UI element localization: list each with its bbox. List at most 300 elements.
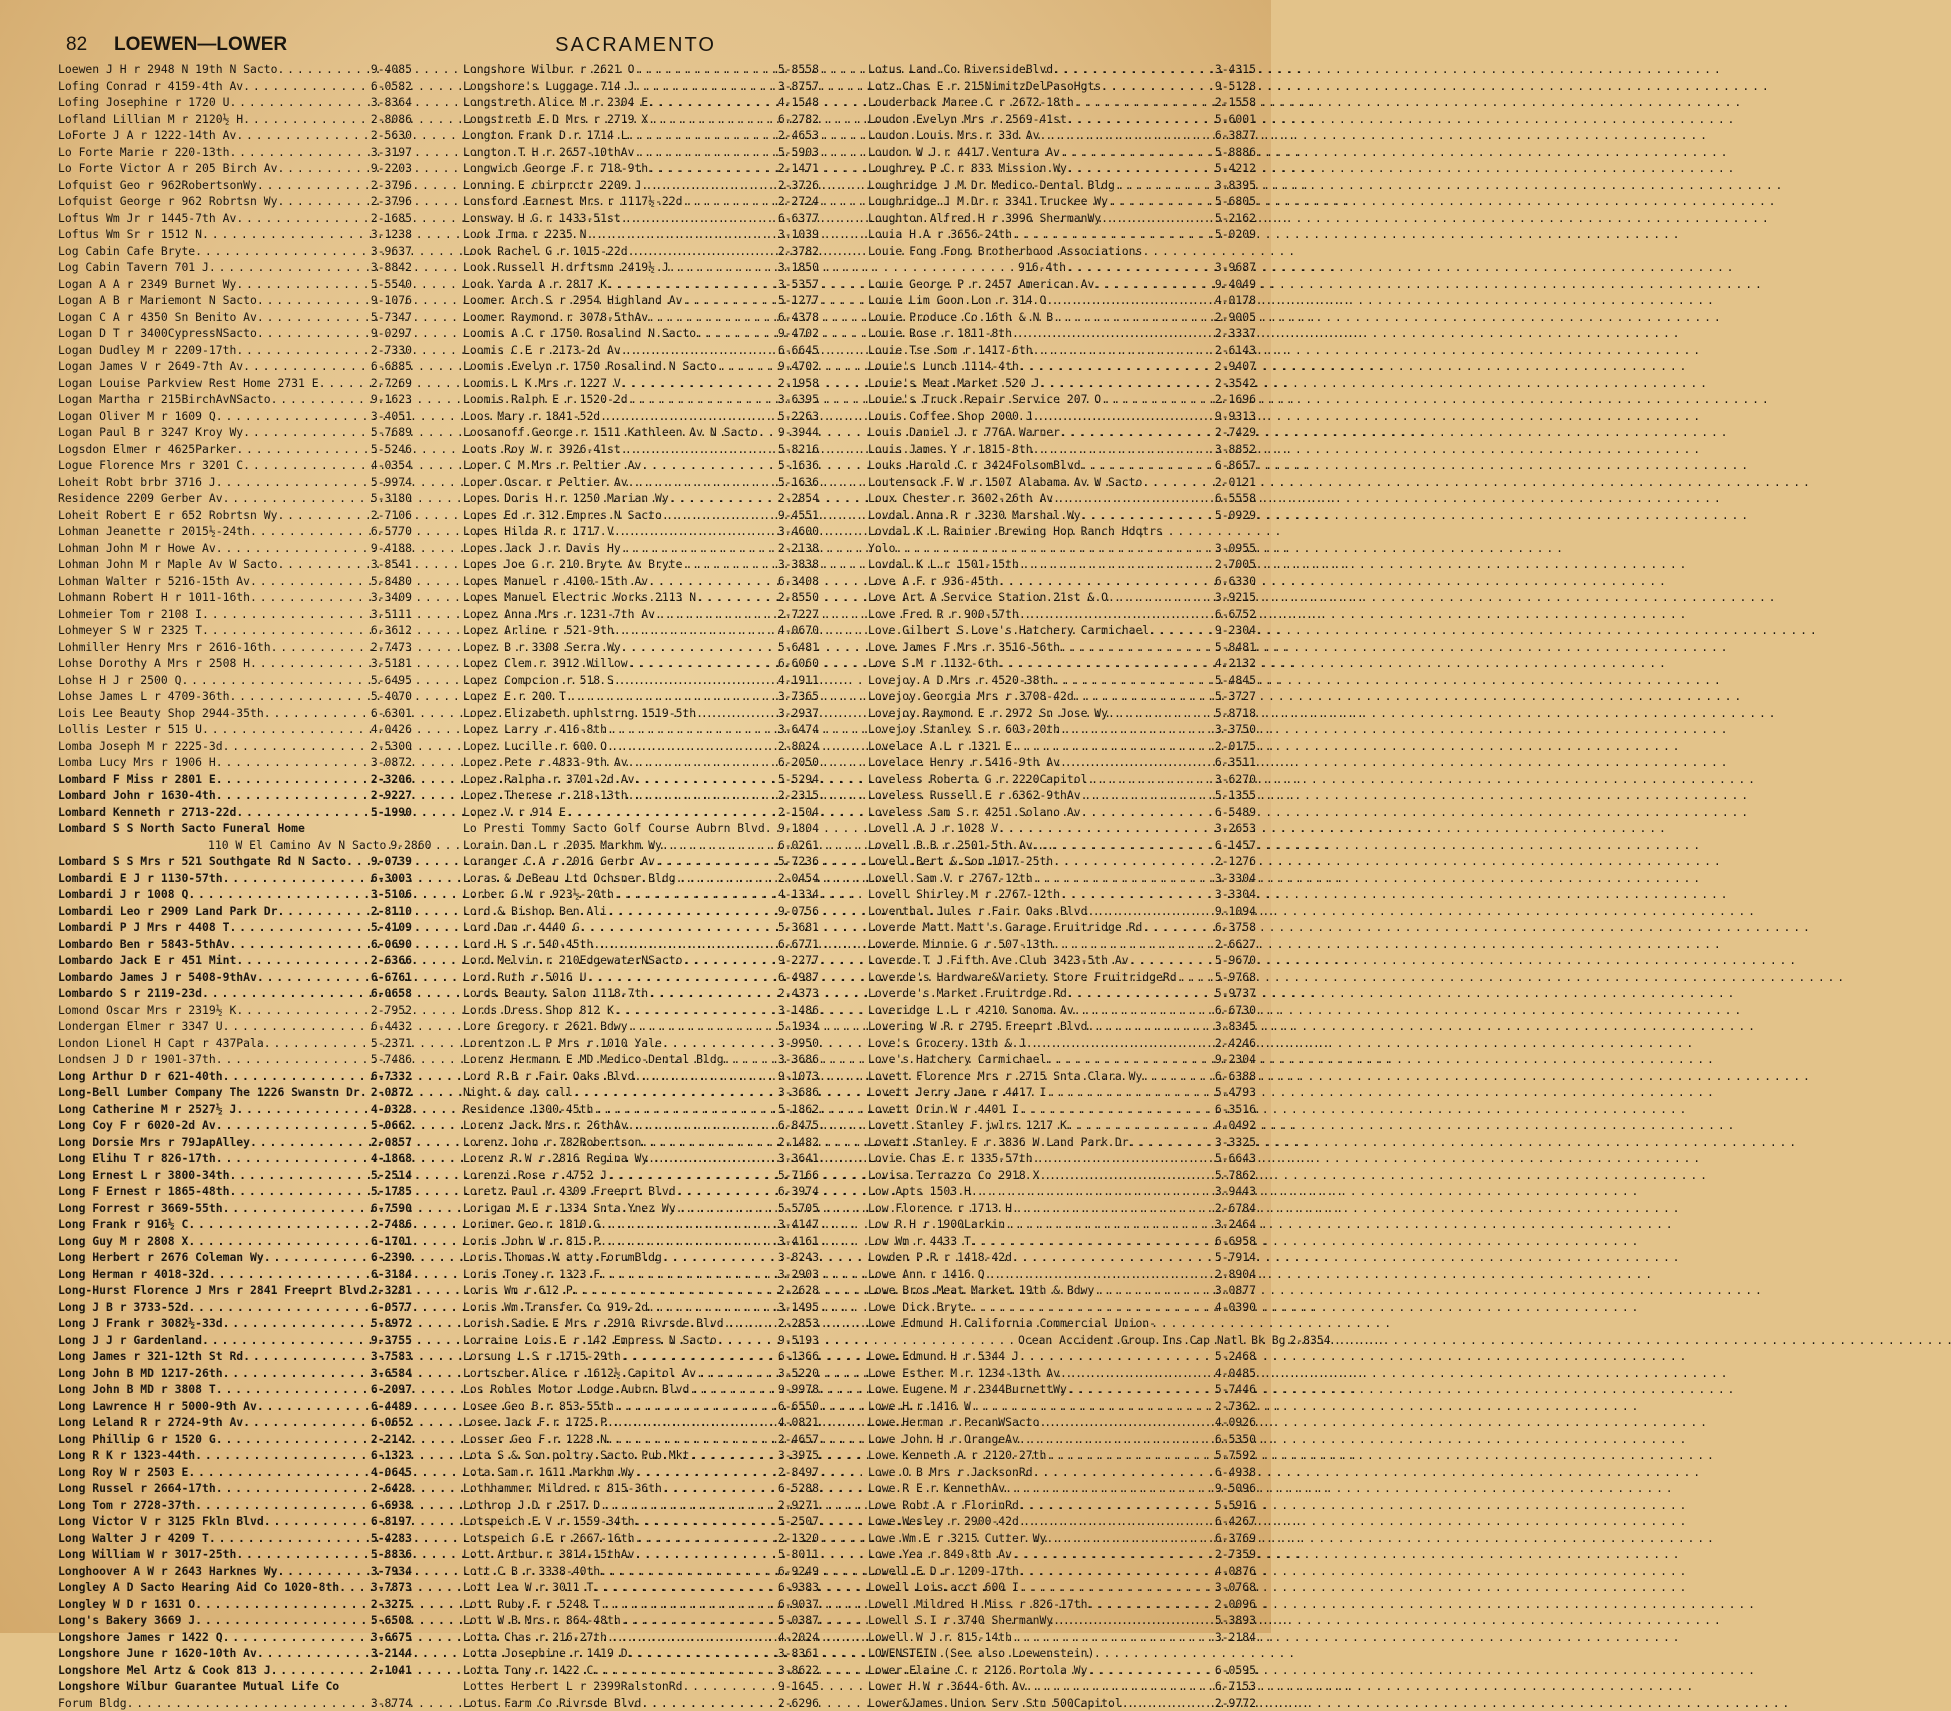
leader-dots [607, 903, 778, 920]
entry-phone: 5-1636 [778, 474, 819, 491]
entry-name: Lohse Dorothy A Mrs r 2508 H [58, 655, 250, 672]
directory-entry [58, 1266, 412, 1283]
entry-name: Lorigan M E r 1334 Snta Ynez Wy [463, 1200, 676, 1217]
entry-phone: 9-2203 [371, 160, 412, 177]
leader-dots [607, 1629, 778, 1646]
entry-name: Lowden P R r 1418-42d [868, 1249, 1012, 1266]
entry-name: Lowe Edmund H r 5344 J [868, 1348, 1019, 1365]
entry-phone: 6-3511 [1215, 754, 1256, 771]
directory-entry [868, 936, 1256, 953]
directory-entry [463, 1365, 819, 1382]
entry-phone: 5-6481 [778, 639, 819, 656]
entry-name: Long Phillip G r 1520 G [58, 1431, 216, 1448]
directory-entry [463, 672, 819, 689]
leader-dots [696, 589, 778, 606]
entry-phone: 3-9215 [1215, 589, 1256, 606]
entry-name: Long Leland R r 2724-9th Av [58, 1414, 243, 1431]
directory-entry [463, 1398, 819, 1415]
directory-entry [58, 606, 412, 623]
entry-phone: 2-5300 [371, 738, 412, 755]
entry-name: Lopez Clem r 3912 Willow [463, 655, 628, 672]
leader-dots [264, 1249, 371, 1266]
entry-name: Lowe Esther M r 1234-13th Av [868, 1365, 1060, 1382]
directory-entry [868, 1117, 1256, 1134]
leader-dots [676, 1183, 778, 1200]
entry-name: Long J J r Gardenland [58, 1332, 202, 1349]
directory-entry [463, 226, 819, 243]
directory-entry [58, 1315, 412, 1332]
directory-entry [868, 556, 1256, 573]
directory-entry [58, 771, 412, 788]
directory-entry [868, 1381, 1256, 1398]
entry-name: Logan Louise Parkview Rest Home 2731 E [58, 375, 319, 392]
leader-dots [895, 540, 1214, 557]
entry-phone: 2-0175 [1215, 738, 1256, 755]
leader-dots [600, 1497, 778, 1514]
leader-dots [216, 771, 371, 788]
leader-dots [1019, 1497, 1215, 1514]
entry-name: LOWENSTEIN (See also Loewenstein) [868, 1645, 1094, 1662]
leader-dots [223, 1629, 371, 1646]
leader-dots [271, 391, 371, 408]
entry-name: Long John B MD r 3808 T [58, 1381, 216, 1398]
directory-entry [463, 1546, 819, 1563]
entry-name: Lottes Herbert L r 2399RalstonRd [463, 1678, 682, 1695]
directory-entry [868, 738, 1256, 755]
entry-phone: 6-3758 [1215, 919, 1256, 936]
directory-entry [58, 424, 412, 441]
entry-phone: 6-7332 [371, 1068, 412, 1085]
entry-name: Low R H r 1900Larkin [868, 1216, 1005, 1233]
leader-dots [648, 111, 778, 128]
leader-dots [1033, 1150, 1215, 1167]
entry-name: Louis Daniel J r 776A Warner [868, 424, 1060, 441]
leader-dots [1108, 705, 1215, 722]
leader-dots [621, 639, 778, 656]
entry-phone: 5-3893 [1215, 1612, 1256, 1629]
entry-phone: 6-3184 [371, 1266, 412, 1283]
entry-name: Long F Ernest r 1865-48th [58, 1183, 229, 1200]
directory-entry [463, 1315, 819, 1332]
directory-entry [58, 94, 412, 111]
leader-dots [250, 655, 371, 672]
entry-phone: 3-3686 [778, 1084, 819, 1101]
entry-phone: 2-9407 [1215, 358, 1256, 375]
leader-dots [1046, 1530, 1215, 1547]
entry-name: Lopez Elizabeth uphlstrng 1519-5th [463, 705, 696, 722]
entry-name: Lorain Dan L r 2035 Markhm Wy [463, 837, 662, 854]
entry-name: Long Coy F r 6020-2d Av [58, 1117, 216, 1134]
directory-entry [58, 754, 412, 771]
entry-phone: 9-0297 [371, 325, 412, 342]
directory-entry [58, 870, 412, 887]
entry-name: Lovelace Henry r 5416-9th Av [868, 754, 1060, 771]
entry-phone: 6-8197 [371, 1513, 412, 1530]
entry-name: Longley A D Sacto Hearing Aid Co 1020-8th [58, 1579, 339, 1596]
entry-phone: 2-3206 [371, 771, 412, 788]
leader-dots [1087, 903, 1214, 920]
entry-name: Lovell A J r 1028 V [868, 820, 998, 837]
leader-dots [229, 919, 370, 936]
entry-name: Lopez Lucille r 600 O [463, 738, 607, 755]
directory-entry [58, 919, 412, 936]
entry-phone: 2-1320 [778, 1530, 819, 1547]
entry-name: Loomer Arch S r 2954 Highland Av [463, 292, 682, 309]
entry-phone: 5-5916 [1215, 1497, 1256, 1514]
directory-entry [58, 1282, 412, 1299]
directory-entry [463, 952, 819, 969]
entry-phone: 6-4267 [1215, 1513, 1256, 1530]
directory-entry [868, 1497, 1256, 1514]
entry-phone: 2-9005 [1215, 309, 1256, 326]
entry-name: Loewen J H r 2948 N 19th N Sacto [58, 61, 277, 78]
entry-name: Lotta Josephine r 1419 D [463, 1645, 628, 1662]
entry-phone: 2-7473 [371, 639, 412, 656]
entry-name: Loretz Paul r 4309 Freeprt Blvd [463, 1183, 676, 1200]
entry-phone: 6-3974 [778, 1183, 819, 1200]
entry-phone: 9-5128 [1215, 78, 1256, 95]
entry-phone: 5-4109 [371, 919, 412, 936]
entry-phone: 6-0595 [1215, 1662, 1256, 1679]
entry-name: Look Irma r 2235 N [463, 226, 586, 243]
directory-entry [463, 127, 819, 144]
directory-entry [868, 1233, 1256, 1250]
entry-name: Losser Geo F r 1228 N [463, 1431, 607, 1448]
leader-dots [188, 1233, 371, 1250]
entry-phone: 3-0877 [1215, 1282, 1256, 1299]
directory-entry [58, 1018, 412, 1035]
entry-name: Lota S & Son poltry Sacto Pub Mkt [463, 1447, 689, 1464]
entry-phone: 2-0872 [371, 1084, 412, 1101]
entry-name: Louie's Lunch 1114-4th [868, 358, 1019, 375]
leader-dots [1087, 1596, 1214, 1613]
entry-phone: 3-7873 [371, 1579, 412, 1596]
entry-phone: 5-7446 [1215, 1381, 1256, 1398]
directory-entry [868, 1035, 1256, 1052]
directory-entry [868, 655, 1256, 672]
directory-entry [868, 672, 1256, 689]
leader-dots [1046, 1051, 1215, 1068]
entry-name: Logan A B r Mariemont N Sacto [58, 292, 257, 309]
entry-phone: 2-4246 [1215, 1035, 1256, 1052]
leader-dots [655, 606, 778, 623]
directory-entry [463, 573, 819, 590]
entry-phone: 4-1868 [371, 1150, 412, 1167]
entry-phone: 6-0690 [371, 936, 412, 953]
entry-name: Long J B r 3733-52d [58, 1299, 188, 1316]
entry-name: Loverde T J Fifth Ave Club 3423-5th Av [868, 952, 1129, 969]
entry-name: Loverde Minnie G r 507-13th [868, 936, 1053, 953]
leader-dots [1067, 1381, 1215, 1398]
directory-entry [58, 441, 412, 458]
directory-entry [463, 1678, 819, 1695]
entry-phone: 3-4161 [778, 1233, 819, 1250]
leader-dots [600, 1266, 778, 1283]
entry-phone: 3-8541 [371, 556, 412, 573]
entry-name: Lorsung L S r 1715-29th [463, 1348, 621, 1365]
entry-phone: 2-3726 [778, 177, 819, 194]
directory-entry [868, 853, 1256, 870]
directory-entry [58, 1662, 412, 1679]
directory-entry [463, 111, 819, 128]
directory-entry [463, 1629, 819, 1646]
entry-phone: 9-1076 [371, 292, 412, 309]
directory-entry [463, 1134, 819, 1151]
directory-entry [868, 820, 1256, 837]
leader-dots [243, 111, 371, 128]
directory-entry [463, 490, 819, 507]
leader-dots [669, 259, 778, 276]
directory-entry [463, 1233, 819, 1250]
leader-dots [586, 969, 777, 986]
directory-entry [463, 820, 819, 837]
directory-entry [868, 1431, 1256, 1448]
entry-name: Lopez Compcion r 518 S [463, 672, 614, 689]
entry-name: Lord Ruth r 5016 U [463, 969, 586, 986]
directory-entry [58, 457, 412, 474]
entry-name: Log Cabin Tavern 701 J [58, 259, 209, 276]
entry-name: Loveridge L L r 4210 Sonoma Av [868, 1002, 1074, 1019]
directory-entry [868, 1480, 1256, 1497]
entry-name: Long Victor V r 3125 Fkln Blvd [58, 1513, 264, 1530]
section-range: LOEWEN—LOWER [114, 34, 287, 56]
entry-phone: 6-6752 [1215, 606, 1256, 623]
entry-name: Longton T H r 2657-10thAv [463, 144, 634, 161]
leader-dots [648, 1150, 778, 1167]
entry-phone: 9-4702 [778, 358, 819, 375]
directory-entry [463, 1645, 819, 1662]
entry-phone: 2-3782 [778, 243, 819, 260]
entry-phone: 3-5220 [778, 1365, 819, 1382]
directory-entry [58, 1200, 412, 1217]
leader-dots [236, 127, 371, 144]
entry-phone: 3-8361 [778, 1645, 819, 1662]
entry-name: Losee Jack F r 1725 P [463, 1414, 607, 1431]
directory-entry [463, 1282, 819, 1299]
entry-phone: 2-3796 [371, 193, 412, 210]
directory-entry [58, 144, 412, 161]
directory-entry [868, 1200, 1256, 1217]
entry-name: Lore Gregory r 2621 Bdwy [463, 1018, 628, 1035]
entry-phone: 2-0454 [778, 870, 819, 887]
entry-name: Longshore Wilbur Guarantee Mutual Life Co [58, 1678, 339, 1695]
entry-phone: 5-4845 [1215, 672, 1256, 689]
leader-dots [243, 1414, 371, 1431]
entry-name: London Lionel H Capt r 437Pala [58, 1035, 264, 1052]
directory-entry [868, 705, 1256, 722]
entry-phone: 2-8110 [371, 903, 412, 920]
entry-name: Lombard John r 1630-4th [58, 787, 216, 804]
directory-entry [58, 853, 412, 870]
leader-dots [998, 820, 1215, 837]
entry-name: Londergan Elmer r 3347 U [58, 1018, 223, 1035]
leader-dots [277, 61, 370, 78]
entry-name: Longstreth E D Mrs r 2719 X [463, 111, 648, 128]
entry-name: Loveless Roberta G r 2220Capitol [868, 771, 1087, 788]
entry-phone: 2-9227 [371, 787, 412, 804]
entry-phone: 9-4188 [371, 540, 412, 557]
directory-entry [463, 919, 819, 936]
leader-dots [202, 606, 371, 623]
directory-entry [868, 1002, 1256, 1019]
leader-dots [614, 672, 778, 689]
entry-name: Lohman John M r Howe Av [58, 540, 216, 557]
entry-phone: 5-9737 [1215, 985, 1256, 1002]
entry-name: Lombardo Ben r 5843-5thAv [58, 936, 229, 953]
directory-entry [868, 457, 1256, 474]
directory-entry [868, 309, 1256, 326]
entry-phone: 6-3877 [1215, 127, 1256, 144]
entry-phone: 5-7592 [1215, 1447, 1256, 1464]
leader-dots [724, 1051, 778, 1068]
entry-phone: 2-7005 [1215, 556, 1256, 573]
entry-name: Lofquist George r 962 Robrtsn Wy [58, 193, 277, 210]
entry-name: Long Catherine M r 2527½ J [58, 1101, 236, 1118]
entry-phone: 5-8216 [778, 441, 819, 458]
entry-phone: 2-1558 [1215, 94, 1256, 111]
directory-entry [58, 127, 412, 144]
entry-name: Lopez Ralpha r 3701-2d Av [463, 771, 634, 788]
entry-name: Lowe Wesley r 2900-42d [868, 1513, 1019, 1530]
leader-dots [271, 1662, 371, 1679]
directory-entry [463, 969, 819, 986]
entry-name: Lovell Sam V r 2767-12th [868, 870, 1033, 887]
leader-dots [634, 1546, 777, 1563]
entry-phone: 5-5294 [778, 771, 819, 788]
entry-name: Look Russell H drftsmn 2419½ J [463, 259, 669, 276]
directory-column-1 [58, 61, 412, 1621]
directory-entry [58, 1497, 412, 1514]
leader-dots [1046, 1084, 1215, 1101]
entry-name: Love's Hatchery Carmichael [868, 1051, 1046, 1068]
leader-dots [648, 985, 778, 1002]
directory-entry [463, 144, 819, 161]
entry-name: Lohmeyer S W r 2325 T [58, 622, 202, 639]
leader-dots [628, 754, 778, 771]
directory-entry [463, 754, 819, 771]
entry-phone: 2-7269 [371, 375, 412, 392]
directory-entry [868, 1216, 1256, 1233]
entry-phone: 4-1334 [778, 886, 819, 903]
entry-name: Lombardi E J r 1130-57th [58, 870, 223, 887]
entry-phone: 5-6001 [1215, 111, 1256, 128]
entry-phone: 3-3197 [371, 144, 412, 161]
leader-dots [628, 243, 778, 260]
leader-dots [971, 1398, 1215, 1415]
leader-dots [216, 787, 371, 804]
leader-dots [1108, 193, 1215, 210]
entry-name: Loris Thomas W atty ForumBldg [463, 1249, 662, 1266]
entry-name: Long Elihu T r 826-17th [58, 1150, 216, 1167]
leader-dots [216, 754, 371, 771]
entry-name: Long Arthur D r 621-40th [58, 1068, 223, 1085]
leader-dots [669, 490, 778, 507]
leader-dots [998, 655, 1215, 672]
entry-name: Lowe Dick Bryte [868, 1299, 971, 1316]
directory-entry [463, 375, 819, 392]
entry-phone: 5-2162 [1215, 210, 1256, 227]
leader-dots [1019, 1431, 1215, 1448]
leader-dots [216, 1117, 371, 1134]
leader-dots [621, 1348, 778, 1365]
leader-dots [223, 738, 371, 755]
entry-phone: 2-6296 [778, 1695, 819, 1711]
leader-dots [1081, 457, 1215, 474]
entry-phone: 9-9978 [778, 1381, 819, 1398]
entry-phone: 3-3686 [778, 1051, 819, 1068]
entry-phone: 4-1548 [778, 94, 819, 111]
entry-name: Lomba Joseph M r 2225-3d [58, 738, 223, 755]
entry-phone: 5-0929 [1215, 507, 1256, 524]
entry-phone: 2-8354 [1289, 1332, 1330, 1349]
leader-dots [676, 1200, 778, 1217]
entry-phone: 6-9383 [778, 1579, 819, 1596]
entry-phone: 6-8657 [1215, 457, 1256, 474]
entry-phone: 6-3516 [1215, 1101, 1256, 1118]
leader-dots [593, 1579, 778, 1596]
leader-dots [662, 1480, 778, 1497]
entry-phone: 2-7429 [1215, 424, 1256, 441]
leader-dots [216, 1431, 371, 1448]
entry-phone: 2-7359 [1215, 1546, 1256, 1563]
directory-entry [868, 226, 1256, 243]
directory-entry [58, 1381, 412, 1398]
leader-dots [586, 226, 777, 243]
leader-dots [257, 309, 371, 326]
leader-dots [607, 276, 778, 293]
leader-dots [1019, 1513, 1215, 1530]
entry-phone: 6-2050 [778, 754, 819, 771]
leader-dots [1060, 754, 1215, 771]
entry-phone: 6-6885 [371, 358, 412, 375]
directory-entry [463, 1167, 819, 1184]
entry-name: Ocean Accident Group Ins Cap Natl Bk Bg [1018, 1332, 1285, 1349]
leader-dots [1026, 1678, 1215, 1695]
directory-entry [463, 1084, 819, 1101]
entry-name: Lowe Eugene M r 2344BurnettWy [868, 1381, 1067, 1398]
leader-dots [607, 1167, 778, 1184]
directory-entry [868, 1183, 1256, 1200]
entry-name: Lovett Orin W r 4401 I [868, 1101, 1019, 1118]
directory-entry [58, 1035, 412, 1052]
directory-entry [58, 1101, 412, 1118]
entry-name: Lotspeich G E r 2667-16th [463, 1530, 634, 1547]
leader-dots [202, 985, 371, 1002]
leader-dots [1053, 853, 1215, 870]
leader-dots [614, 523, 778, 540]
entry-name: Loughridge J M Dr r 3341 Truckee Wy [868, 193, 1108, 210]
leader-dots [628, 1117, 778, 1134]
directory-entry [58, 1117, 412, 1134]
entry-name: Loris Wm Transfer Co 919-2d [463, 1299, 648, 1316]
directory-entry [463, 1249, 819, 1266]
entry-name: Lords Beauty Salon 1118-7th [463, 985, 648, 1002]
entry-phone: 6-0652 [371, 1414, 412, 1431]
entry-phone: 6-9037 [778, 1596, 819, 1613]
directory-entry [868, 1101, 1256, 1118]
entry-name: Long Herman r 4018-32d [58, 1266, 209, 1283]
directory-entry [463, 1035, 819, 1052]
leader-dots [1060, 144, 1215, 161]
entry-name: Longhoover A W r 2643 Harknes Wy [58, 1563, 277, 1580]
entry-phone: 5-2507 [778, 1513, 819, 1530]
entry-name: Forum Bldg [58, 1695, 127, 1711]
entry-name: Love S M r 1132-6th [868, 655, 998, 672]
entry-phone: 5-3681 [778, 919, 819, 936]
entry-name: Loughrey P C r 833 Mission Wy [868, 160, 1067, 177]
entry-name: Loheit Robt brbr 3716 J [58, 474, 216, 491]
leader-dots [188, 1299, 371, 1316]
